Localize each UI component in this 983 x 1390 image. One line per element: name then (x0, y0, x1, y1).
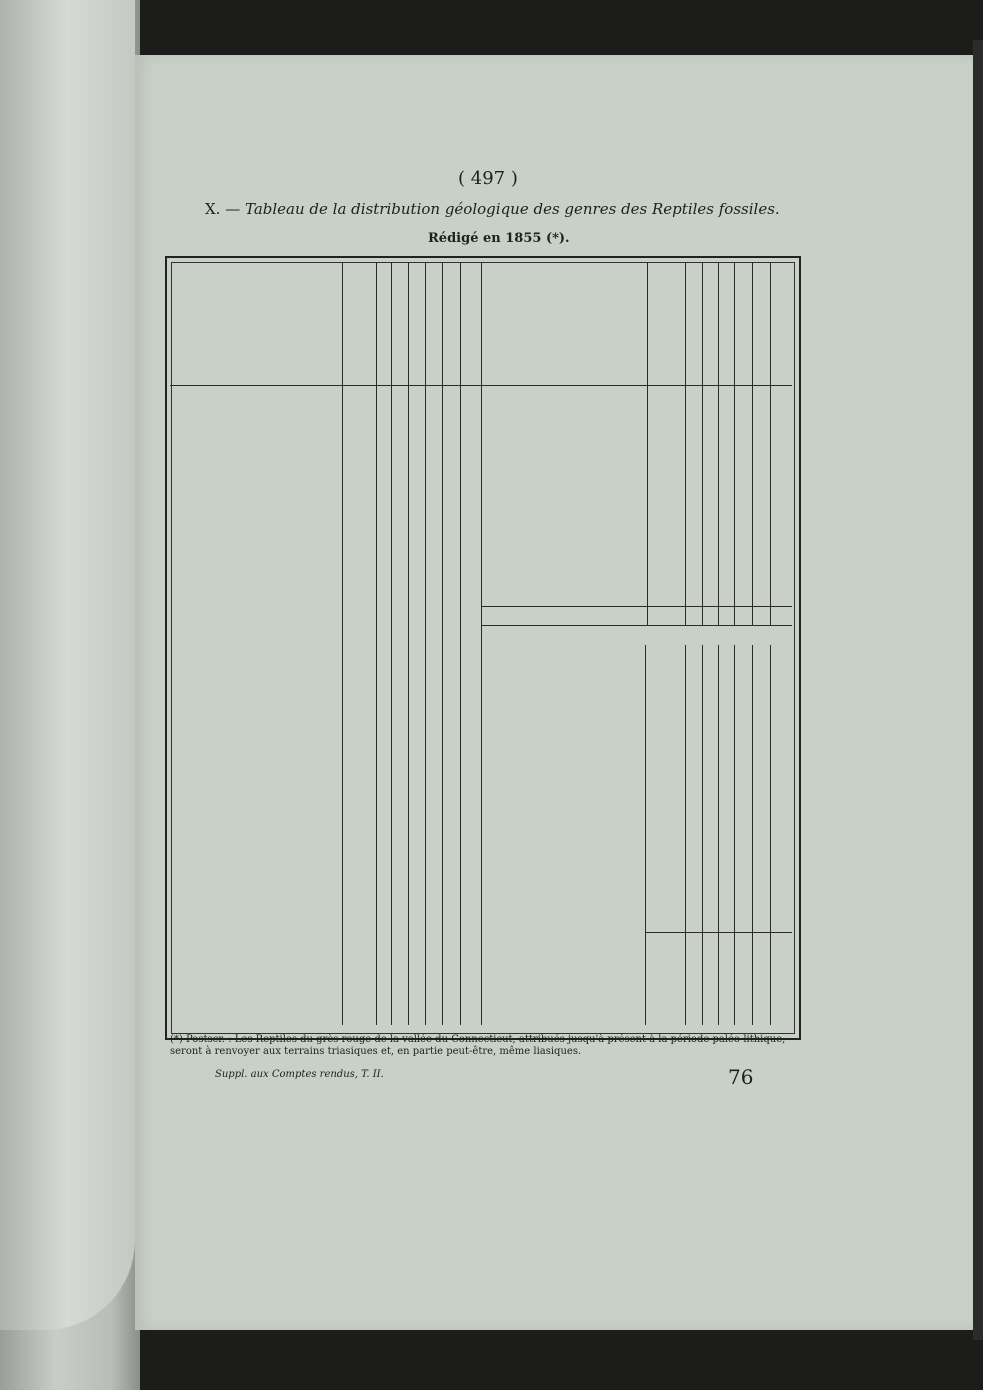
right-lower-col-rule-2 (718, 645, 719, 1025)
column-divider (481, 262, 482, 1025)
table-title (205, 202, 780, 217)
right-col-rule-4 (734, 262, 735, 625)
previous-page-curl (0, 0, 135, 1330)
right-lower-col-rule-5 (770, 645, 771, 1025)
left-col-rule-0 (342, 262, 343, 1025)
total-rule (482, 625, 792, 626)
left-col-rule-3 (408, 262, 409, 1025)
page-number: ( 497 ) (458, 168, 518, 189)
table-subtitle: Rédigé en 1855 (*). (428, 231, 570, 246)
left-col-rule-5 (442, 262, 443, 1025)
left-col-rule-1 (376, 262, 377, 1025)
right-col-rule-1 (685, 262, 686, 625)
right-col-rule-5 (752, 262, 753, 625)
right-lower-col-rule-1 (702, 645, 703, 1025)
title-prefix: X. — (205, 200, 241, 218)
page-edge-shadow (973, 40, 983, 1340)
footnote: (*) Postscr. : Les Reptiles du grès rouge de la vallée du Connecticut, attribués jusqu'à présent à la période paléo-lithique, seront à renvoyer aux terrains triasiques et, en partie peut-être, même liasiques. (170, 1034, 786, 1057)
subtotal-rule (482, 606, 792, 607)
right-lower-paleo-rule (645, 645, 646, 1025)
left-col-rule-2 (391, 262, 392, 1025)
right-lower-col-rule-0 (685, 645, 686, 1025)
footer-sheet-number: 76 (728, 1065, 754, 1089)
right-lower-col-rule-3 (734, 645, 735, 1025)
title-text: Tableau de la distribution géologique des genres des Reptiles fossiles. (245, 200, 780, 218)
distribution-table (165, 256, 801, 1040)
left-col-rule-end (460, 262, 461, 1025)
right-col-rule-0 (647, 262, 648, 625)
right-lower-col-rule-4 (752, 645, 753, 1025)
right-col-rule-2 (702, 262, 703, 625)
footer-reference: Suppl. aux Comptes rendus, T. II. (215, 1069, 384, 1080)
left-col-rule-4 (425, 262, 426, 1025)
right-col-rule-3 (718, 262, 719, 625)
right-col-rule-6 (770, 262, 771, 625)
